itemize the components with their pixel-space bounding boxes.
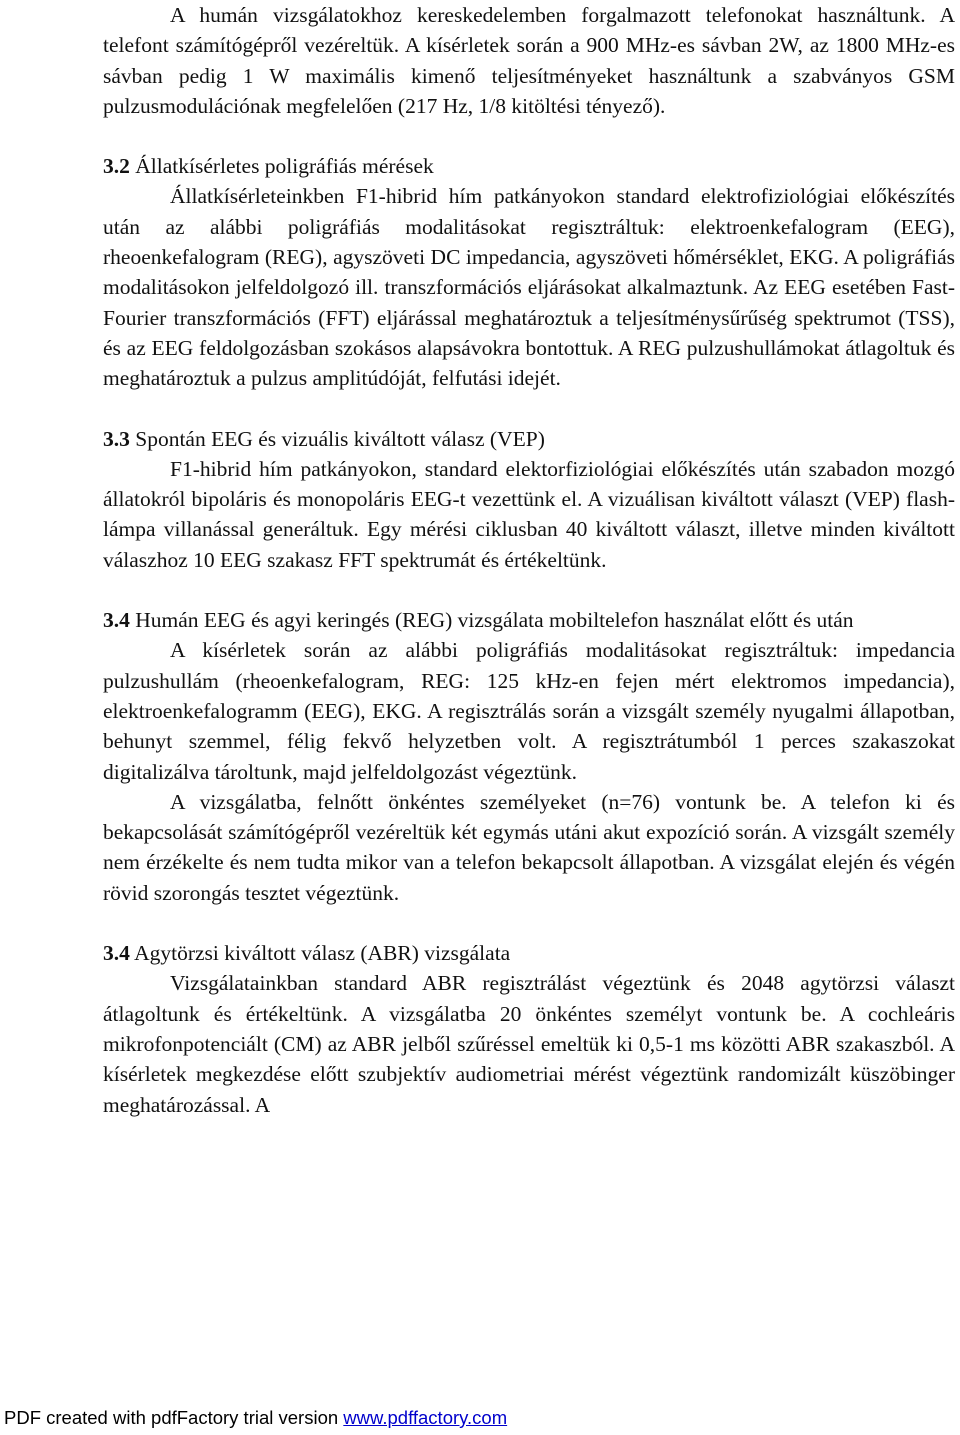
section-3-4-human-eeg [103,605,955,908]
section-3-2 [103,151,955,393]
footer-text: PDF created with pdfFactory trial version [4,1407,344,1428]
section-heading [103,605,955,635]
section-number: 3.3 [103,426,130,451]
section-paragraph: A kísérletek során az alábbi poligráfiás modalitásokat regisztráltuk: impedancia pulzushullám (rheoenkefalogram, REG: 125 kHz-en fejen mért elektromos impedancia), elektroenkefalogramm (EEG), EKG. A regisztrálás során a vizsgált személy nyugalmi állapotban, behunyt szemmel, félig fekvő helyzetben volt. A regisztrátumból 1 perces szakaszokat digitalizálva tároltunk, majd jelfeldolgozást végeztünk. [103,638,955,784]
section-title: Agytörzsi kiváltott válasz (ABR) vizsgálata [129,941,511,966]
pdf-footer [4,1407,507,1429]
section-number: 3.2 [103,154,130,179]
section-heading [103,424,955,454]
section-paragraph: F1-hibrid hím patkányokon, standard elektorfiziológiai előkészítés után szabadon mozgó állatokról bipoláris és monopoláris EEG-t vezettünk el. A vizuálisan kiváltott választ (VEP) flash-lámpa villanással generáltuk. Egy mérési ciklusban 40 kiváltott választ, illetve minden kiváltott válaszhoz 10 EEG szakasz FFT spektrumát és értékeltünk. [103,456,955,572]
section-number: 3.4 [103,608,130,633]
pdffactory-link[interactable]: www.pdffactory.com [343,1407,508,1428]
document-page [103,0,955,1120]
section-title: Spontán EEG és vizuális kiváltott válasz (VEP) [129,426,545,451]
section-paragraph: A vizsgálatba, felnőtt önkéntes személyeket (n=76) vontunk be. A telefon ki és bekapcsolását számítógépről vezéreltük két egymás utáni akut expozíció során. A vizsgált személy nem érzékelte és nem tudta mikor van a telefon bekapcsolt állapotban. A vizsgálat elején és végén rövid szorongás tesztet végeztünk. [103,789,955,905]
section-heading [103,151,955,181]
section-title: Humán EEG és agyi keringés (REG) vizsgálata mobiltelefon használat előtt és után [129,608,854,633]
section-number: 3.4 [103,941,130,966]
section-heading [103,938,955,968]
section-3-4-abr [103,938,955,1120]
section-3-3 [103,424,955,575]
section-paragraph: Állatkísérleteinkben F1-hibrid hím patkányokon standard elektrofiziológiai előkészítés után az alábbi poligráfiás modalitásokat regisztráltuk: elektroenkefalogram (EEG), rheoenkefalogram (REG), agyszöveti DC impedancia, agyszöveti hőmérséklet, EKG. A poligráfiás modalitásokon jelfeldolgozó ill. transzformációs eljárásokat alkalmaztunk. Az EEG esetében Fast-Fourier transzformációs (FFT) eljárással meghatároztuk a teljesítménysűrűség spektrumot (TSS), és az EEG feldolgozásban szokásos alapsávokra bontottuk. A REG pulzushullámokat átlagoltuk és meghatároztuk a pulzus amplitúdóját, felfutási idejét. [103,184,955,391]
section-title: Állatkísérletes poligráfiás mérések [129,154,434,179]
intro-paragraph: A humán vizsgálatokhoz kereskedelemben forgalmazott telefonokat használtunk. A telefont számítógépről vezéreltük. A kísérletek során a 900 MHz-es sávban 2W, az 1800 MHz-es sávban pedig 1 W maximális kimenő teljesítményeket használtunk a szabványos GSM pulzusmodulációnak megfelelően (217 Hz, 1/8 kitöltési tényező). [103,3,955,118]
section-paragraph: Vizsgálatainkban standard ABR regisztrálást végeztünk és 2048 agytörzsi választ átlagoltunk és értékeltünk. A vizsgálatba 20 önkéntes személyt vontunk be. A cochleáris mikrofonpotenciált (CM) az ABR jelből szűréssel emeltük ki 0,5-1 ms közötti ABR szakaszból. A kísérletek megkezdése előtt szubjektív audiometriai mérést végeztünk randomizált küszöbinger meghatározással. A [103,971,955,1117]
